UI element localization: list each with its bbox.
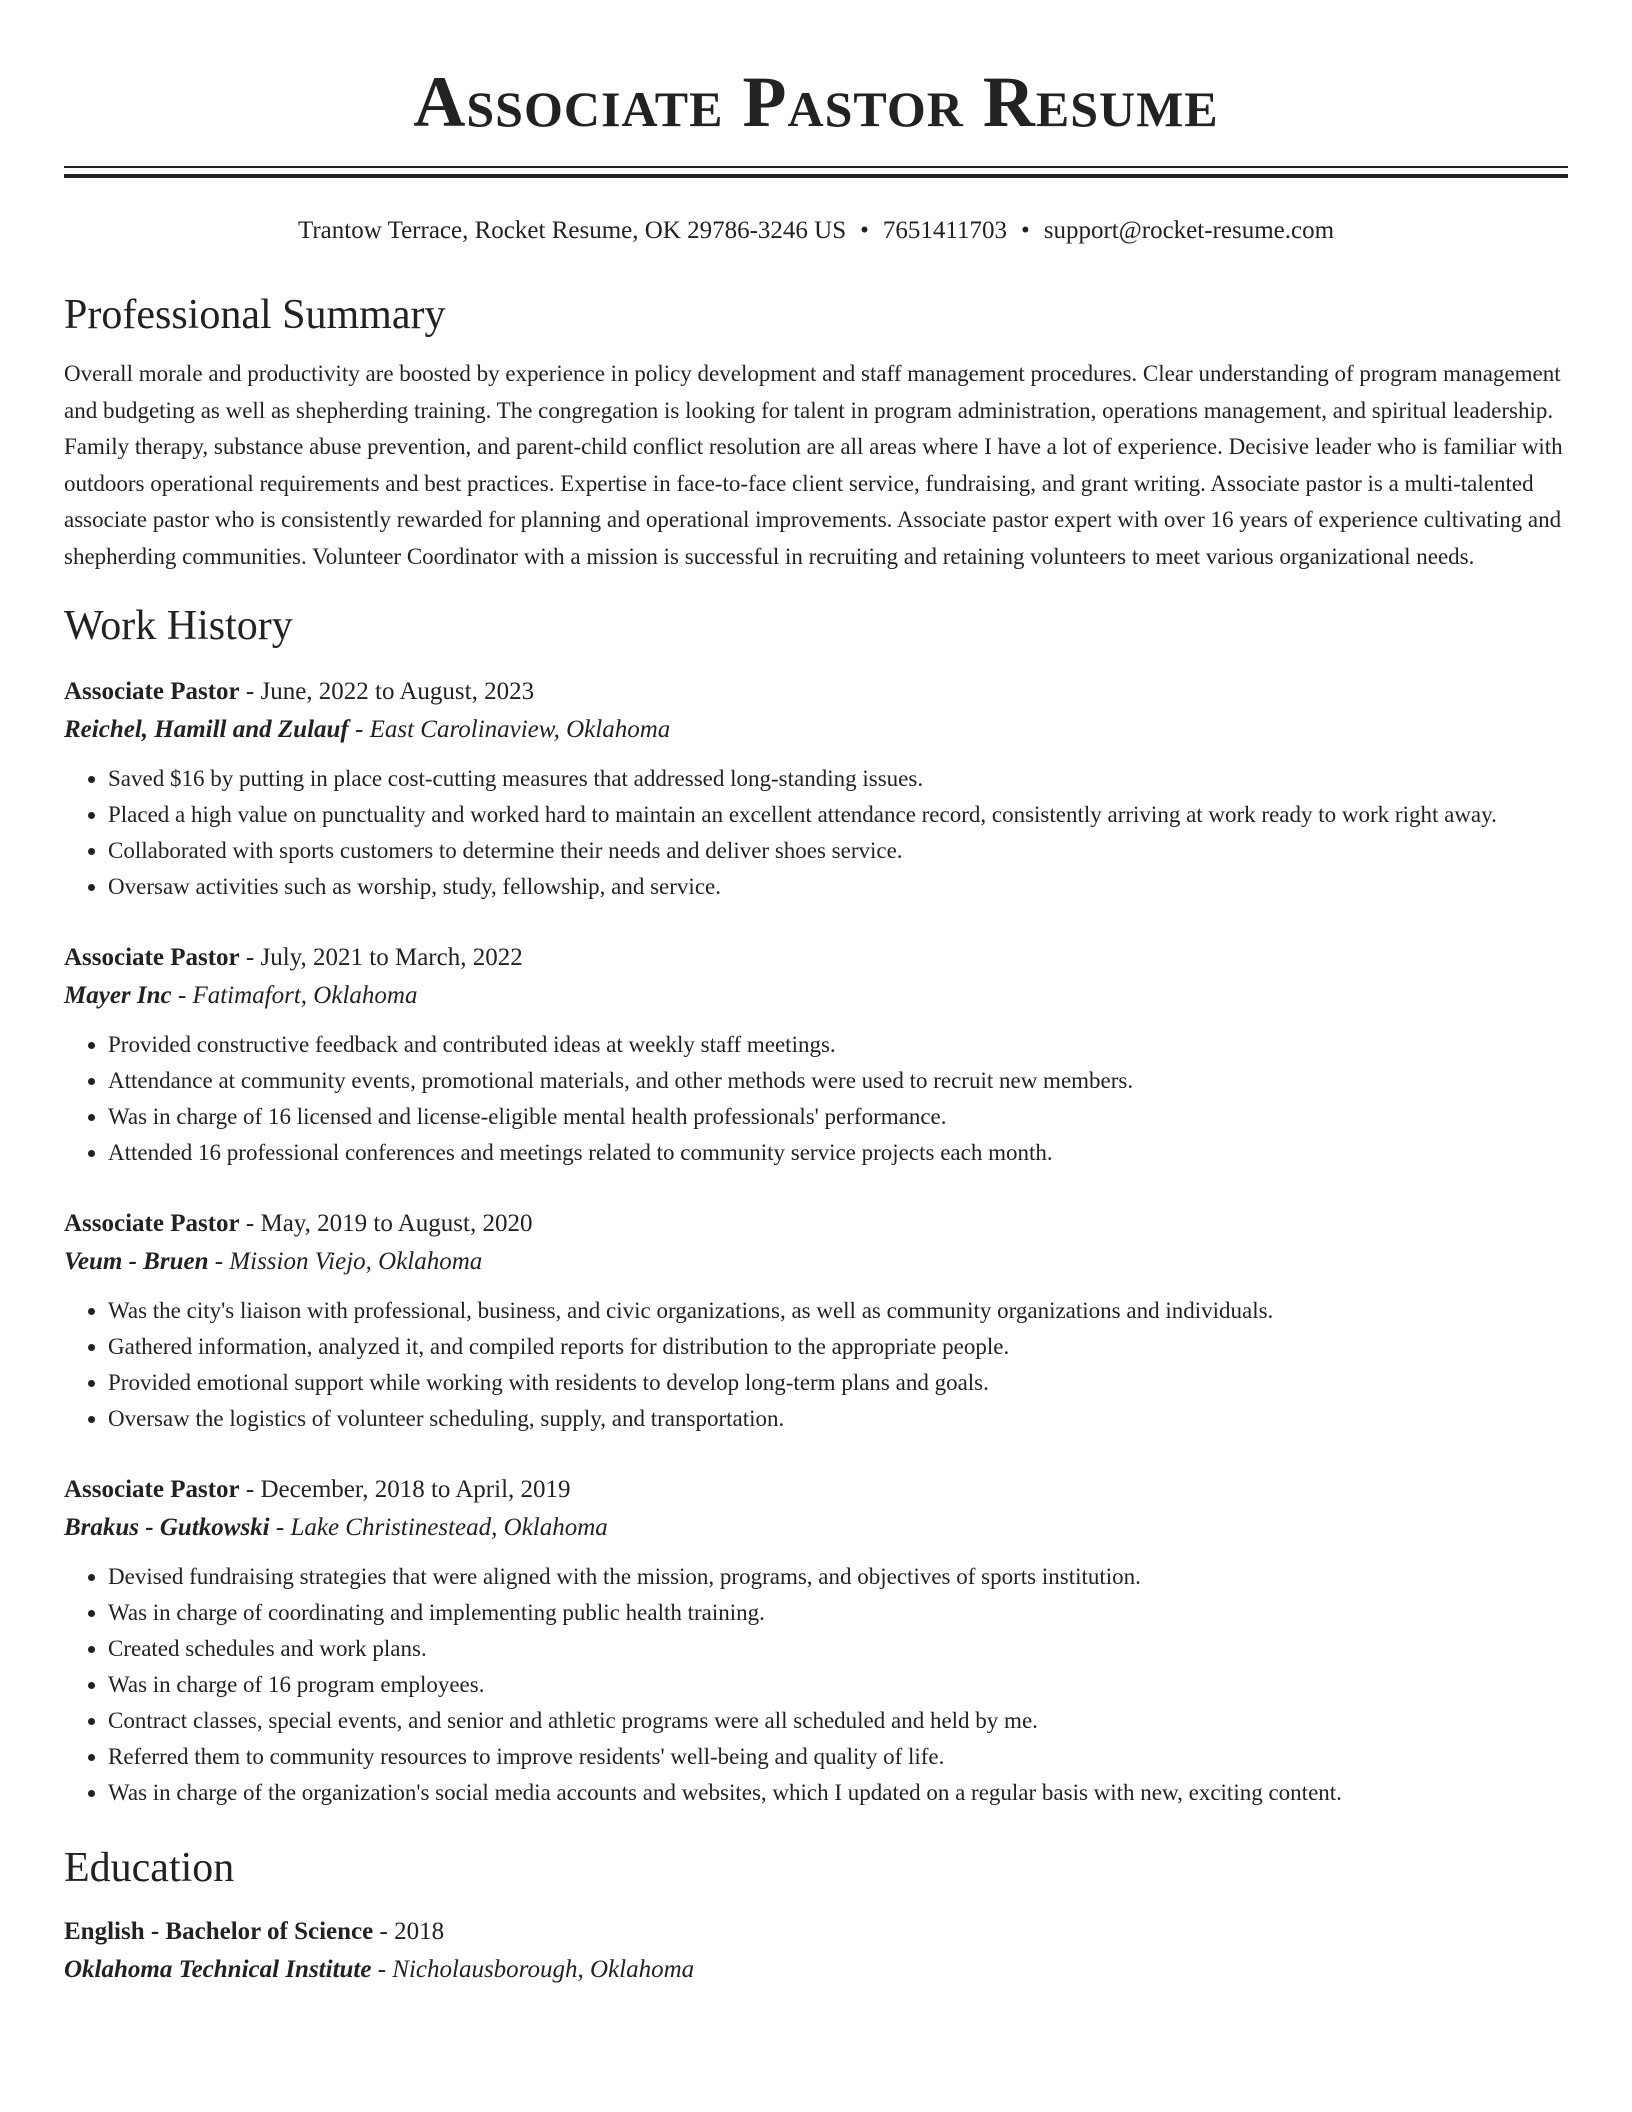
job-entry bbox=[64, 939, 1568, 1171]
job-title-line bbox=[64, 673, 1568, 711]
list-item: • Created schedules and work plans. bbox=[108, 1631, 1568, 1667]
job-dates: - July, 2021 to March, 2022 bbox=[239, 944, 523, 971]
contact-separator: • bbox=[860, 217, 869, 244]
list-item: • Oversaw the logistics of volunteer scheduling, supply, and transportation. bbox=[108, 1401, 1568, 1437]
list-item: • Was in charge of 16 program employees. bbox=[108, 1667, 1568, 1703]
list-item: • Referred them to community resources to improve residents' well-being and quality of life. bbox=[108, 1739, 1568, 1775]
list-item: • Collaborated with sports customers to determine their needs and deliver shoes service. bbox=[108, 833, 1568, 869]
job-employer: Brakus - Gutkowski bbox=[64, 1514, 270, 1541]
school-line bbox=[64, 1951, 1568, 1989]
education-entry bbox=[64, 1913, 1568, 1989]
job-title-line bbox=[64, 1205, 1568, 1243]
job-entry bbox=[64, 1205, 1568, 1437]
title-rule-thin bbox=[64, 166, 1568, 168]
list-item: • Was in charge of the organization's social media accounts and websites, which I updated on a regular basis with new, exciting content. bbox=[108, 1775, 1568, 1811]
title-rule-thick bbox=[64, 174, 1568, 178]
job-title: Associate Pastor bbox=[64, 944, 240, 971]
school-location: - Nicholausborough, Oklahoma bbox=[371, 1956, 695, 1983]
degree-line bbox=[64, 1913, 1568, 1951]
list-item: • Saved $16 by putting in place cost-cutting measures that addressed long-standing issues. bbox=[108, 761, 1568, 797]
job-location: - Mission Viejo, Oklahoma bbox=[208, 1248, 483, 1275]
list-item: • Was the city's liaison with professional, business, and civic organizations, as well as community organizations and individuals. bbox=[108, 1293, 1568, 1329]
job-bullets bbox=[64, 1293, 1568, 1437]
job-title-line bbox=[64, 939, 1568, 977]
job-entry bbox=[64, 1471, 1568, 1811]
job-title: Associate Pastor bbox=[64, 1210, 240, 1237]
job-title: Associate Pastor bbox=[64, 678, 240, 705]
education-heading: Education bbox=[64, 1845, 235, 1891]
list-item: • Gathered information, analyzed it, and compiled reports for distribution to the appropriate people. bbox=[108, 1329, 1568, 1365]
contact-email: support@rocket-resume.com bbox=[1043, 217, 1335, 244]
list-item: • Provided emotional support while working with residents to develop long-term plans and goals. bbox=[108, 1365, 1568, 1401]
list-item: • Attended 16 professional conferences and meetings related to community service projects each month. bbox=[108, 1135, 1568, 1171]
degree: English - Bachelor of Science bbox=[64, 1918, 374, 1945]
list-item: • Was in charge of coordinating and implementing public health training. bbox=[108, 1595, 1568, 1631]
contact-line bbox=[64, 214, 1568, 248]
contact-address: Trantow Terrace, Rocket Resume, OK 29786-3246 US bbox=[297, 217, 847, 244]
list-item: • Placed a high value on punctuality and worked hard to maintain an excellent attendance record, consistently arriving at work ready to work right away. bbox=[108, 797, 1568, 833]
work-history-heading: Work History bbox=[64, 603, 293, 649]
job-employer: Reichel, Hamill and Zulauf bbox=[64, 716, 349, 743]
job-bullets bbox=[64, 1559, 1568, 1811]
job-location: - Fatimafort, Oklahoma bbox=[171, 982, 418, 1009]
job-bullets bbox=[64, 1027, 1568, 1171]
contact-separator: • bbox=[1020, 217, 1030, 244]
job-employer: Veum - Bruen bbox=[64, 1248, 209, 1275]
summary-text: Overall morale and productivity are boosted by experience in policy development and staff management procedures. Clear understanding of program management and budgeting as well as shepherding training. The congregation is looking for talent in program administration, operations management, and spiritual leadership. Family therapy, substance abuse prevention, and parent-child conflict resolution are all areas where I have a lot of experience. Decisive leader who is familiar with outdoors operational requirements and best practices. Expertise in face-to-face client service, fundraising, and grant writing. Associate pastor is a multi-talented associate pastor who is consistently rewarded for planning and operational improvements. Associate pastor expert with over 16 years of experience cultivating and shepherding communities. Volunteer Coordinator with a mission is successful in recruiting and retaining volunteers to meet various organizational needs. bbox=[64, 361, 1563, 569]
job-title: Associate Pastor bbox=[64, 1476, 240, 1503]
degree-year: - 2018 bbox=[373, 1918, 445, 1945]
job-employer-line bbox=[64, 711, 1568, 749]
resume-title: Associate Pastor Resume bbox=[413, 62, 1219, 142]
job-employer-line bbox=[64, 1509, 1568, 1547]
list-item: • Was in charge of 16 licensed and license-eligible mental health professionals' performance. bbox=[108, 1099, 1568, 1135]
list-item: • Attendance at community events, promotional materials, and other methods were used to recruit new members. bbox=[108, 1063, 1568, 1099]
job-dates: - December, 2018 to April, 2019 bbox=[239, 1476, 571, 1503]
school: Oklahoma Technical Institute bbox=[64, 1956, 372, 1983]
job-dates: - May, 2019 to August, 2020 bbox=[239, 1210, 533, 1237]
job-entry bbox=[64, 673, 1568, 905]
list-item: • Contract classes, special events, and senior and athletic programs were all scheduled and held by me. bbox=[108, 1703, 1568, 1739]
job-dates: - June, 2022 to August, 2023 bbox=[239, 678, 535, 705]
list-item: • Oversaw activities such as worship, study, fellowship, and service. bbox=[108, 869, 1568, 905]
contact-phone: 7651411703 bbox=[882, 217, 1007, 244]
job-location: - East Carolinaview, Oklahoma bbox=[348, 716, 671, 743]
summary-heading: Professional Summary bbox=[64, 292, 446, 338]
list-item: • Provided constructive feedback and contributed ideas at weekly staff meetings. bbox=[108, 1027, 1568, 1063]
list-item: • Devised fundraising strategies that were aligned with the mission, programs, and objectives of sports institution. bbox=[108, 1559, 1568, 1595]
job-title-line bbox=[64, 1471, 1568, 1509]
job-employer-line bbox=[64, 977, 1568, 1015]
job-location: - Lake Christinestead, Oklahoma bbox=[269, 1514, 608, 1541]
job-employer-line bbox=[64, 1243, 1568, 1281]
job-bullets bbox=[64, 761, 1568, 905]
job-employer: Mayer Inc bbox=[64, 982, 172, 1009]
